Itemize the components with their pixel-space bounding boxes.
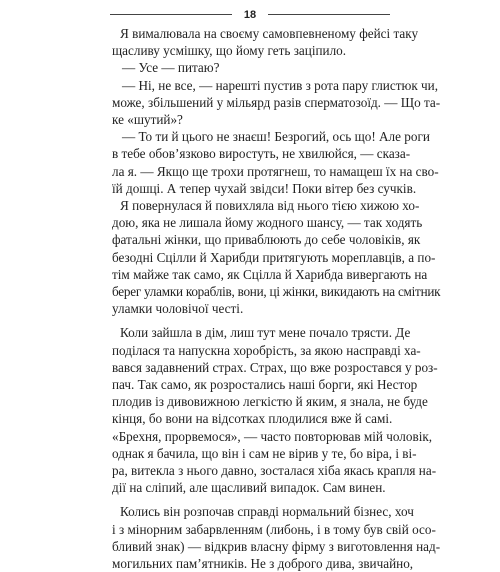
text-line: тім майже так само, як Сцілла й Харибда вивергають на bbox=[112, 266, 428, 282]
text-line: плодив із дивовижною легкістю й яким, я знала, не буде bbox=[112, 394, 428, 410]
text-line: ке «шутий»? bbox=[112, 112, 183, 128]
text-line: берег уламки кораблів, вони, ці жінки, викидають на смітник bbox=[112, 284, 441, 300]
text-line: безодні Сцілли й Харибди притягують мореплавців, а по- bbox=[112, 249, 436, 265]
text-line: Коли зайшла в дім, лиш тут мене почало трясти. Де bbox=[120, 325, 411, 341]
text-line: «Брехня, прорвемося», — часто повторював мій чоловік, bbox=[112, 428, 433, 444]
text-line: щасливу усмішку, що йому геть заціпило. bbox=[112, 43, 347, 59]
text-line: їй дошці. А тепер чухай звідси! Поки вітер без сучків. bbox=[112, 180, 417, 196]
text-line: ла я. — Якщо ще трохи протягнеш, то намащеш їх на сво- bbox=[112, 163, 439, 179]
text-line: вався задавнений страх. Страх, що вже розростався у роз- bbox=[112, 359, 438, 375]
text-line: дії на сліпий, але щасливий випадок. Сам винен. bbox=[112, 480, 386, 496]
text-line: дою, яка не лишала йому жодного шансу, — так ходять bbox=[112, 215, 423, 231]
text-line: — Усе — питаю? bbox=[122, 60, 220, 76]
text-line: може, збільшений у мільярд разів сперматозоїд. — Що та- bbox=[112, 94, 441, 110]
text-line: Колись він розпочав справді нормальний бізнес, хоч bbox=[120, 504, 414, 520]
text-line: і з мінорним забарвленням (либонь, і в тому був свій осо- bbox=[112, 521, 436, 537]
text-line: — Ні, не все, — нарешті пустив з рота пару глистюк чи, bbox=[122, 77, 439, 93]
body-text bbox=[112, 25, 441, 572]
text-line: поділася та напускна хоробрість, за якою насправді ха- bbox=[112, 342, 421, 358]
header-rule-left bbox=[110, 14, 232, 15]
text-line: кінця, бо вони на відсотках плодилися вже й самі. bbox=[112, 411, 393, 427]
text-line: Я вималювала на своєму самовпевненому фейсі таку bbox=[120, 26, 419, 41]
text-line: в тебе обов’язково виростуть, не хвилюйся, — сказа- bbox=[112, 146, 411, 162]
text-line: Я повернулася й повихляла від нього тією хижою хо- bbox=[120, 198, 420, 214]
text-line: однак я бачила, що він і сам не вірив у те, бо віра, і ві- bbox=[112, 445, 417, 461]
header-rule-right bbox=[268, 14, 390, 15]
text-line: пач. Так само, як розростались наші борги, які Нестор bbox=[112, 377, 418, 393]
text-line: могильних пам’ятників. Не з доброго дива, звичайно, bbox=[112, 556, 414, 572]
page-number: 18 bbox=[243, 9, 257, 21]
text-line: бливий знак) — відкрив власну фірму з виготовлення над- bbox=[112, 538, 441, 554]
text-line: уламки чоловічої честі. bbox=[112, 301, 244, 317]
text-line: ра, витекла з нього давно, зосталася хіба якась крапля на- bbox=[112, 463, 437, 479]
text-line: фатальні жінки, що приваблюють до себе чоловіків, як bbox=[112, 232, 421, 248]
page-header bbox=[110, 8, 390, 22]
text-line: — То ти й цього не знаєш! Безрогий, ось що! Але роги bbox=[122, 129, 430, 145]
